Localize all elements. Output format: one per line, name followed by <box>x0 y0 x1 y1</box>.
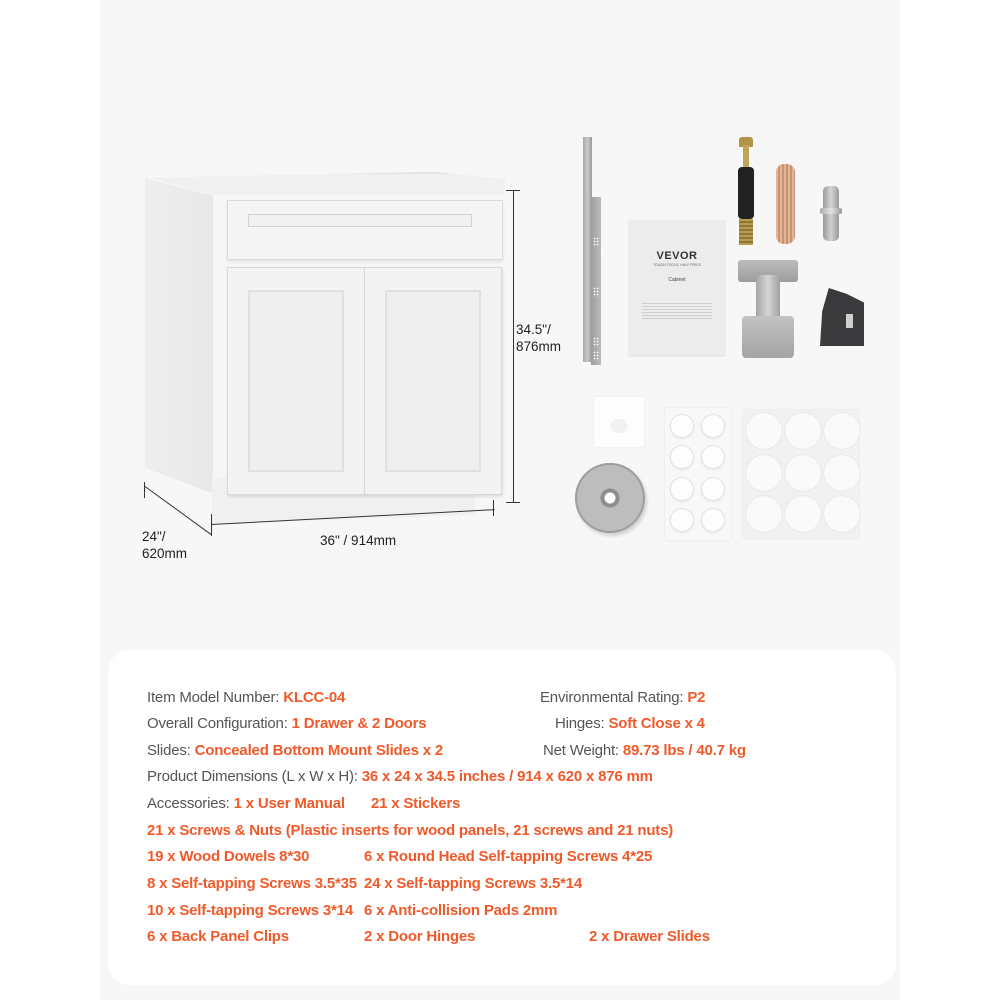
accessory-item: 21 x Screws & Nuts (Plastic inserts for wood panels, 21 screws and 21 nuts) <box>147 822 674 839</box>
pad <box>670 414 694 438</box>
sticker <box>746 413 782 449</box>
door-hinge-image <box>738 260 798 358</box>
manual-slogan: TOUGH TOOLS, HALF PRICE <box>653 263 701 267</box>
spec-value: 1 Drawer & 2 Doors <box>291 715 427 732</box>
width-dimension-label: 36" / 914mm <box>320 533 397 548</box>
locking-device-body <box>820 288 864 346</box>
sticker <box>785 413 821 449</box>
slide-holes <box>593 237 599 247</box>
slide-holes <box>593 337 599 347</box>
accessory-item: 1 x User Manual <box>233 795 345 812</box>
back-panel-clip-image <box>594 397 644 447</box>
spec-net-weight <box>543 741 746 761</box>
height-dimension-line <box>513 190 514 502</box>
spec-hinges <box>555 714 705 734</box>
width-dimension-tick-right <box>493 500 494 516</box>
sticker <box>824 496 860 532</box>
width-dimension-tick-left <box>211 514 212 536</box>
spec-slides <box>147 741 443 761</box>
user-manual-image <box>629 220 725 355</box>
sticker <box>746 455 782 491</box>
locking-device-tab <box>846 314 853 328</box>
spec-value: KLCC-04 <box>283 689 346 706</box>
slide-holes <box>593 351 599 361</box>
pad <box>670 508 694 532</box>
pad <box>670 477 694 501</box>
accessory-item: 21 x Stickers <box>371 795 461 812</box>
pad <box>701 477 725 501</box>
spec-product-dimensions <box>147 767 653 787</box>
screw-shaft <box>743 145 749 169</box>
hinge-arm <box>756 275 780 320</box>
pad <box>670 445 694 469</box>
accessory-item: 6 x Round Head Self-tapping Screws 4*25 <box>364 848 653 865</box>
slide-locking-device-image <box>818 274 864 350</box>
sticker <box>746 496 782 532</box>
drawer-slide-image <box>583 137 601 365</box>
spec-model-number <box>147 688 345 708</box>
spec-value: 89.73 lbs / 40.7 kg <box>622 742 746 759</box>
door-panel <box>385 290 481 472</box>
spec-value: P2 <box>687 689 706 706</box>
pad <box>701 445 725 469</box>
spec-label: Accessories: <box>147 795 230 812</box>
spec-value: Soft Close x 4 <box>608 715 705 732</box>
spec-label: Net Weight: <box>543 742 619 759</box>
hinge-base <box>742 316 794 358</box>
height-inches: 34.5"/ <box>516 322 551 337</box>
cabinet-door-left <box>227 267 365 495</box>
height-mm: 876mm <box>516 339 562 354</box>
spec-environmental-rating <box>540 688 705 708</box>
accessory-item: 24 x Self-tapping Screws 3.5*14 <box>364 875 583 892</box>
spec-value: Concealed Bottom Mount Slides x 2 <box>194 742 444 759</box>
manual-title: Cabinet <box>668 277 686 283</box>
height-dimension-label <box>516 321 561 355</box>
height-dimension-tick-top <box>506 190 520 191</box>
spec-label: Hinges: <box>555 715 605 732</box>
wood-dowel-image <box>776 164 795 244</box>
spec-label: Environmental Rating: <box>540 689 684 706</box>
manual-text-lines <box>642 303 712 319</box>
accessory-item: 8 x Self-tapping Screws 3.5*35 <box>147 875 357 892</box>
spec-label: Slides: <box>147 742 191 759</box>
cam-lock-image <box>575 463 645 533</box>
metal-connector-image <box>820 186 842 241</box>
accessory-item: 2 x Drawer Slides <box>589 928 710 945</box>
depth-dimension-tick <box>144 482 145 498</box>
door-panel <box>248 290 344 472</box>
connector-top <box>823 186 839 208</box>
spec-accessories <box>147 794 345 814</box>
screw-and-nut-image <box>736 137 756 249</box>
accessory-item: 19 x Wood Dowels 8*30 <box>147 848 310 865</box>
spec-label: Item Model Number: <box>147 689 280 706</box>
manual-brand: VEVOR <box>656 250 698 262</box>
pad <box>701 508 725 532</box>
sticker <box>824 413 860 449</box>
accessory-item: 2 x Door Hinges <box>364 928 476 945</box>
spec-configuration <box>147 714 426 734</box>
spec-label: Overall Configuration: <box>147 715 288 732</box>
depth-mm: 620mm <box>142 546 188 561</box>
stickers-sheet-image <box>743 410 859 538</box>
accessory-item: 10 x Self-tapping Screws 3*14 <box>147 902 353 919</box>
height-dimension-tick-bottom <box>506 502 520 503</box>
spec-value: 36 x 24 x 34.5 inches / 914 x 620 x 876 mm <box>361 768 653 785</box>
accessory-item: 6 x Anti-collision Pads 2mm <box>364 902 558 919</box>
pad <box>701 414 725 438</box>
connector-bottom <box>823 214 839 241</box>
screw-thread <box>739 219 753 245</box>
depth-dimension-label <box>142 528 187 562</box>
sticker <box>785 496 821 532</box>
cabinet-drawer <box>227 200 503 260</box>
accessory-item: 6 x Back Panel Clips <box>147 928 289 945</box>
depth-inches: 24"/ <box>142 529 166 544</box>
sticker <box>824 455 860 491</box>
slide-holes <box>593 287 599 297</box>
anti-collision-pads-image <box>665 408 731 540</box>
sticker <box>785 455 821 491</box>
plastic-insert <box>738 167 754 219</box>
drawer-rail <box>248 214 472 227</box>
cabinet-door-right <box>364 267 502 495</box>
spec-label: Product Dimensions (L x W x H): <box>147 768 358 785</box>
